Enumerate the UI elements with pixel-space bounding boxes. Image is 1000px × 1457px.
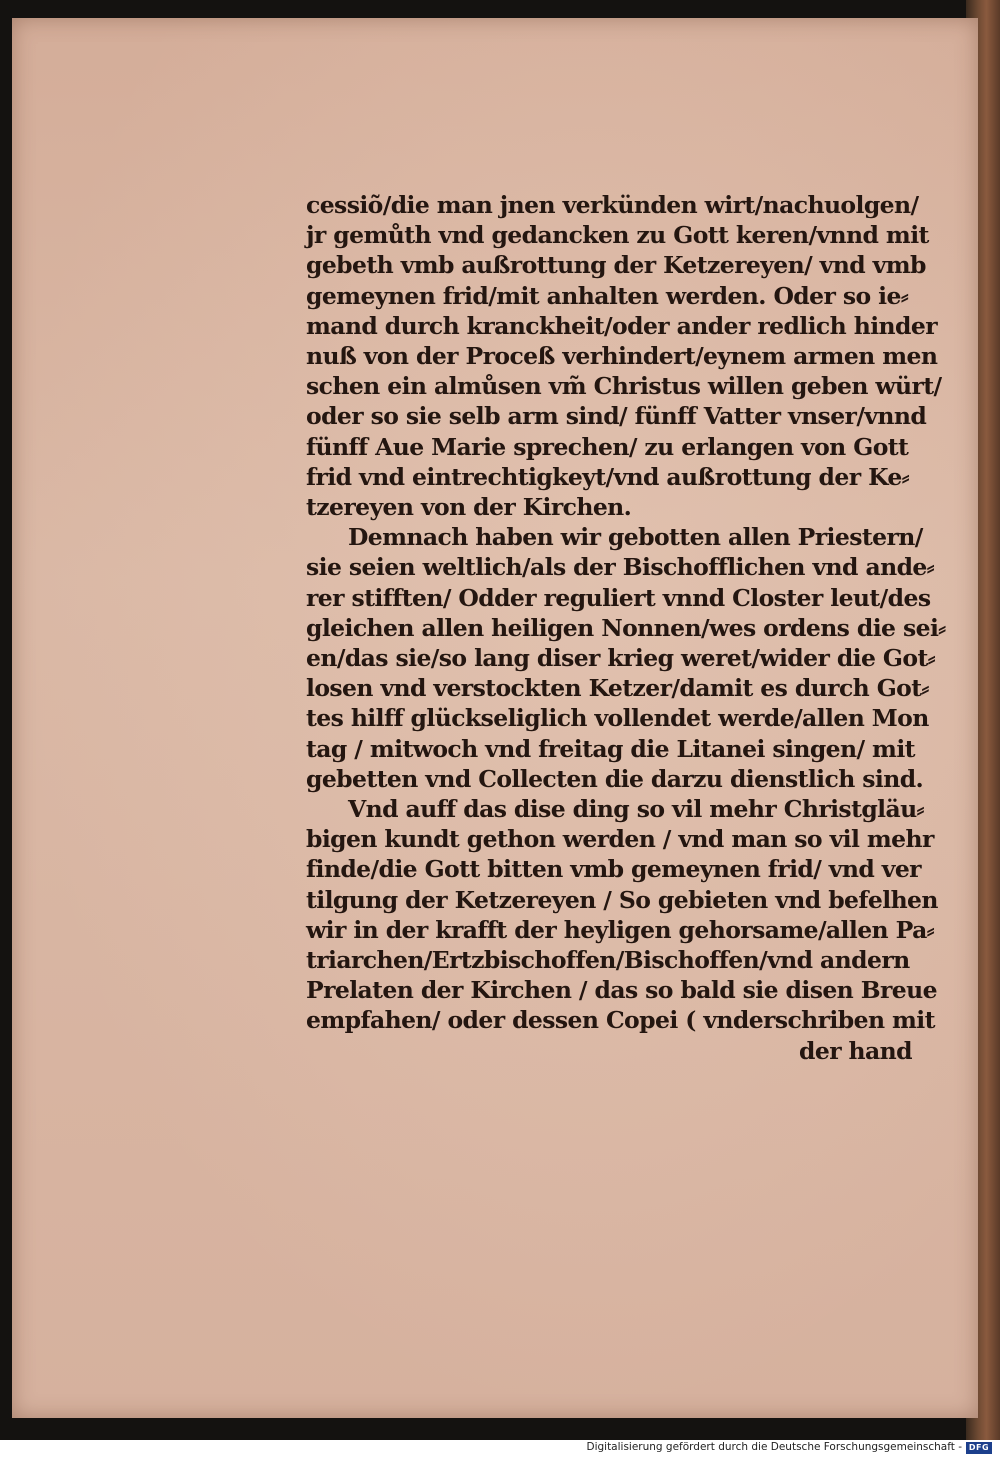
text-line: tag / mitwoch vnd freitag die Litanei singen/ mit [306,734,915,763]
text-line: Prelaten der Kirchen / das so bald sie disen Breue [306,976,937,1005]
text-line: nuß von der Proceß verhindert/eynem armen men [306,342,938,371]
text-line: finde/die Gott bitten vmb gemeynen frid/ vnd ver [306,855,921,884]
text-line: gleichen allen heiligen Nonnen/wes ordens die sei⸗ [306,613,946,642]
text-line: frid vnd eintrechtigkeyt/vnd außrottung der Ke⸗ [306,462,909,491]
text-line: schen ein almůsen vm̃ Christus willen geben würt/ [306,372,942,401]
text-line: gebetten vnd Collecten die darzu dienstlich sind. [306,764,924,793]
text-line: tilgung der Ketzereyen / So gebieten vnd befelhen [306,885,938,914]
text-line: mand durch kranckheit/oder ander redlich hinder [306,311,937,340]
text-line: fünff Aue Marie sprechen/ zu erlangen von Gott [306,432,909,461]
text-line: gebeth vmb außrottung der Ketzereyen/ vnd vmb [306,251,926,280]
catchword: der hand [799,1036,912,1065]
text-line: sie seien weltlich/als der Bischofflichen vnd ande⸗ [306,553,934,582]
text-line: bigen kundt gethon werden / vnd man so vil mehr [306,825,934,854]
footer-bar [0,1440,1000,1457]
text-line: rer stifften/ Odder reguliert vnnd Closter leut/des [306,583,931,612]
text-line: tes hilff glückseliglich vollendet werde/allen Mon [306,704,929,733]
text-line: tzereyen von der Kirchen. [306,493,632,522]
paragraph-start-line: Demnach haben wir gebotten allen Priestern/ [348,523,923,552]
dfg-logo: DFG [966,1442,992,1454]
text-line: oder so sie selb arm sind/ fünff Vatter vnser/vnnd [306,402,927,431]
text-block [306,190,946,1066]
text-line: empfahen/ oder dessen Copei ( vnderschriben mit [306,1006,935,1035]
text-line: cessiõ/die man jnen verkünden wirt/nachuolgen/ [306,191,919,219]
text-line: gemeynen frid/mit anhalten werden. Oder so ie⸗ [306,281,909,310]
text-line: losen vnd verstockten Ketzer/damit es durch Got⸗ [306,674,929,703]
text-line: jr gemůth vnd gedancken zu Gott keren/vnnd mit [306,221,929,250]
paragraph-start-line: Vnd auff das dise ding so vil mehr Christgläu⸗ [348,795,924,824]
text-line: wir in der krafft der heyligen gehorsame/allen Pa⸗ [306,915,934,944]
text-line: en/das sie/so lang diser krieg weret/wider die Got⸗ [306,644,935,673]
funding-notice: Digitalisierung gefördert durch die Deutsche Forschungsgemeinschaft - [586,1441,962,1453]
text-line: triarchen/Ertzbischoffen/Bischoffen/vnd andern [306,946,910,975]
